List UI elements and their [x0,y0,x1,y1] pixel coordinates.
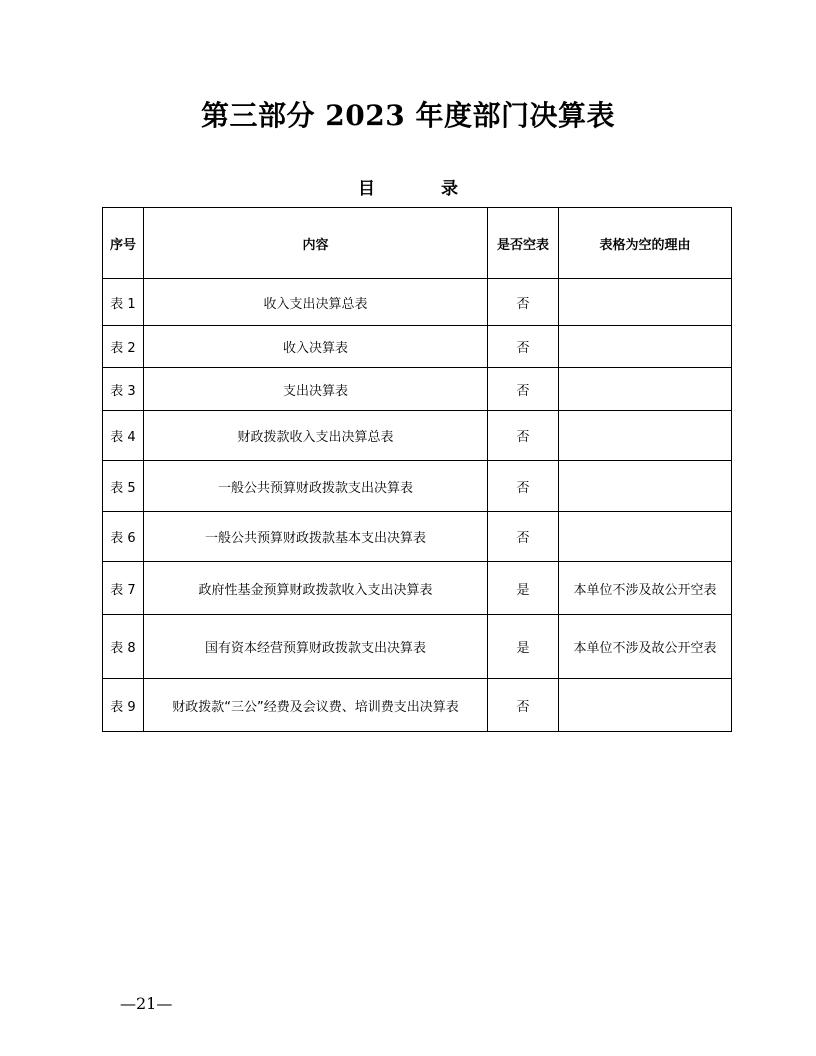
row-no: 表 2 [103,326,144,368]
table-row [103,461,732,512]
header-empty: 是否空表 [488,208,559,279]
table-header-row [103,208,732,279]
row-no: 表 1 [103,279,144,326]
row-empty: 否 [488,279,559,326]
row-empty: 否 [488,368,559,411]
page-number: —21— [120,994,173,1013]
table-row [103,326,732,368]
toc-heading: 目 录 [358,179,488,199]
table-row [103,512,732,562]
page-title: 第三部分 2023 年度部门决算表 [201,99,615,132]
table-row [103,411,732,461]
row-no: 表 3 [103,368,144,411]
table-row [103,368,732,411]
row-empty: 是 [488,562,559,615]
row-reason: 本单位不涉及故公开空表 [559,615,732,679]
row-reason [559,326,732,368]
header-no: 序号 [103,208,144,279]
header-reason: 表格为空的理由 [559,208,732,279]
row-content: 政府性基金预算财政拨款收入支出决算表 [144,562,488,615]
table-row [103,679,732,732]
row-reason [559,461,732,512]
row-empty: 是 [488,615,559,679]
row-content: 一般公共预算财政拨款基本支出决算表 [144,512,488,562]
row-content: 国有资本经营预算财政拨款支出决算表 [144,615,488,679]
row-empty: 否 [488,326,559,368]
row-content: 财政拨款“三公”经费及会议费、培训费支出决算表 [144,679,488,732]
row-empty: 否 [488,512,559,562]
row-reason [559,411,732,461]
row-empty: 否 [488,679,559,732]
table-row [103,562,732,615]
row-content: 支出决算表 [144,368,488,411]
header-content: 内容 [144,208,488,279]
row-no: 表 5 [103,461,144,512]
row-no: 表 7 [103,562,144,615]
table-row [103,615,732,679]
row-reason: 本单位不涉及故公开空表 [559,562,732,615]
row-content: 一般公共预算财政拨款支出决算表 [144,461,488,512]
row-content: 财政拨款收入支出决算总表 [144,411,488,461]
row-reason [559,679,732,732]
row-no: 表 8 [103,615,144,679]
row-no: 表 4 [103,411,144,461]
table-row [103,279,732,326]
row-no: 表 6 [103,512,144,562]
row-reason [559,512,732,562]
row-content: 收入支出决算总表 [144,279,488,326]
toc-table [102,207,732,732]
row-empty: 否 [488,411,559,461]
row-reason [559,279,732,326]
row-reason [559,368,732,411]
row-content: 收入决算表 [144,326,488,368]
row-empty: 否 [488,461,559,512]
row-no: 表 9 [103,679,144,732]
